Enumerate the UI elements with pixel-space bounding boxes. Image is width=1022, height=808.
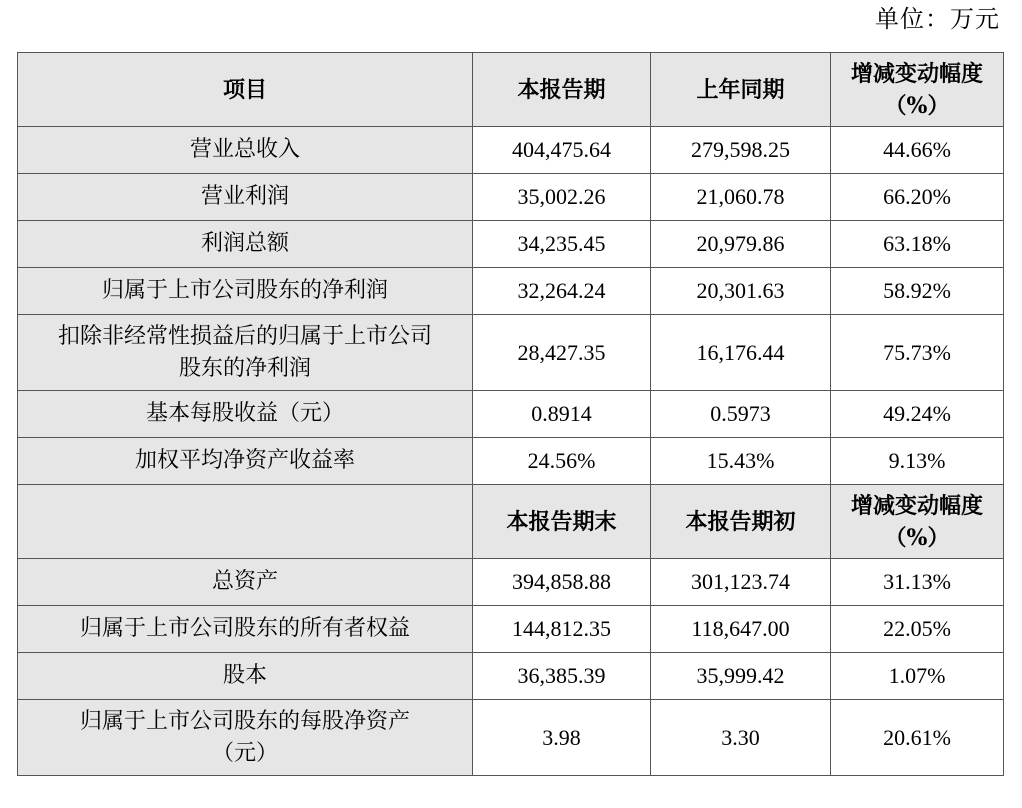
cell-change: 44.66% — [831, 127, 1004, 174]
cell-current: 394,858.88 — [473, 559, 651, 606]
cell-change: 9.13% — [831, 438, 1004, 485]
header-prior-period: 上年同期 — [651, 53, 831, 127]
cell-current: 32,264.24 — [473, 268, 651, 315]
cell-prior: 16,176.44 — [651, 315, 831, 391]
header-change-line2: （%） — [884, 524, 950, 551]
cell-prior: 20,301.63 — [651, 268, 831, 315]
header-item: 项目 — [18, 53, 473, 127]
header-period-start: 本报告期初 — [651, 485, 831, 559]
table-row — [18, 559, 1004, 606]
cell-current: 3.98 — [473, 700, 651, 776]
table-row — [18, 221, 1004, 268]
header-change-line1: 增减变动幅度 — [850, 60, 983, 87]
table-row — [18, 606, 1004, 653]
table-row — [18, 653, 1004, 700]
cell-change: 49.24% — [831, 391, 1004, 438]
row-label-line2: 股东的净利润 — [178, 355, 311, 381]
row-label-line1: 归属于上市公司股东的每股净资产 — [79, 708, 410, 734]
table-row — [18, 391, 1004, 438]
subheader-blank — [18, 485, 473, 559]
row-label: 股本 — [18, 653, 473, 700]
row-label: 营业利润 — [18, 174, 473, 221]
row-label: 利润总额 — [18, 221, 473, 268]
table-subheader-row — [18, 485, 1004, 559]
row-label: 加权平均净资产收益率 — [18, 438, 473, 485]
row-label-line1: 扣除非经常性损益后的归属于上市公司 — [57, 323, 432, 349]
table-row — [18, 700, 1004, 776]
cell-prior: 118,647.00 — [651, 606, 831, 653]
cell-current: 144,812.35 — [473, 606, 651, 653]
header-change-pct — [831, 53, 1004, 127]
cell-prior: 21,060.78 — [651, 174, 831, 221]
cell-change: 22.05% — [831, 606, 1004, 653]
cell-prior: 20,979.86 — [651, 221, 831, 268]
cell-prior: 15.43% — [651, 438, 831, 485]
header-change-line2: （%） — [884, 92, 950, 119]
table-row — [18, 315, 1004, 391]
header-change-pct-2 — [831, 485, 1004, 559]
cell-prior: 279,598.25 — [651, 127, 831, 174]
cell-prior: 301,123.74 — [651, 559, 831, 606]
unit-label: 单位：万元 — [875, 5, 1000, 33]
table-row — [18, 268, 1004, 315]
row-label: 归属于上市公司股东的所有者权益 — [18, 606, 473, 653]
cell-change: 66.20% — [831, 174, 1004, 221]
table-row — [18, 127, 1004, 174]
financial-summary-table — [17, 52, 1004, 776]
cell-current: 24.56% — [473, 438, 651, 485]
cell-change: 75.73% — [831, 315, 1004, 391]
cell-prior: 3.30 — [651, 700, 831, 776]
row-label: 基本每股收益（元） — [18, 391, 473, 438]
row-label-line2: （元） — [211, 740, 278, 766]
row-label: 总资产 — [18, 559, 473, 606]
cell-current: 0.8914 — [473, 391, 651, 438]
row-label — [18, 315, 473, 391]
cell-current: 36,385.39 — [473, 653, 651, 700]
cell-current: 404,475.64 — [473, 127, 651, 174]
cell-current: 35,002.26 — [473, 174, 651, 221]
cell-current: 34,235.45 — [473, 221, 651, 268]
cell-prior: 0.5973 — [651, 391, 831, 438]
table-row — [18, 174, 1004, 221]
cell-change: 58.92% — [831, 268, 1004, 315]
cell-change: 63.18% — [831, 221, 1004, 268]
header-change-line1: 增减变动幅度 — [850, 492, 983, 519]
cell-change: 1.07% — [831, 653, 1004, 700]
cell-prior: 35,999.42 — [651, 653, 831, 700]
row-label — [18, 700, 473, 776]
cell-current: 28,427.35 — [473, 315, 651, 391]
header-current-period: 本报告期 — [473, 53, 651, 127]
row-label: 归属于上市公司股东的净利润 — [18, 268, 473, 315]
cell-change: 31.13% — [831, 559, 1004, 606]
table-header-row — [18, 53, 1004, 127]
row-label: 营业总收入 — [18, 127, 473, 174]
table-row — [18, 438, 1004, 485]
cell-change: 20.61% — [831, 700, 1004, 776]
header-period-end: 本报告期末 — [473, 485, 651, 559]
